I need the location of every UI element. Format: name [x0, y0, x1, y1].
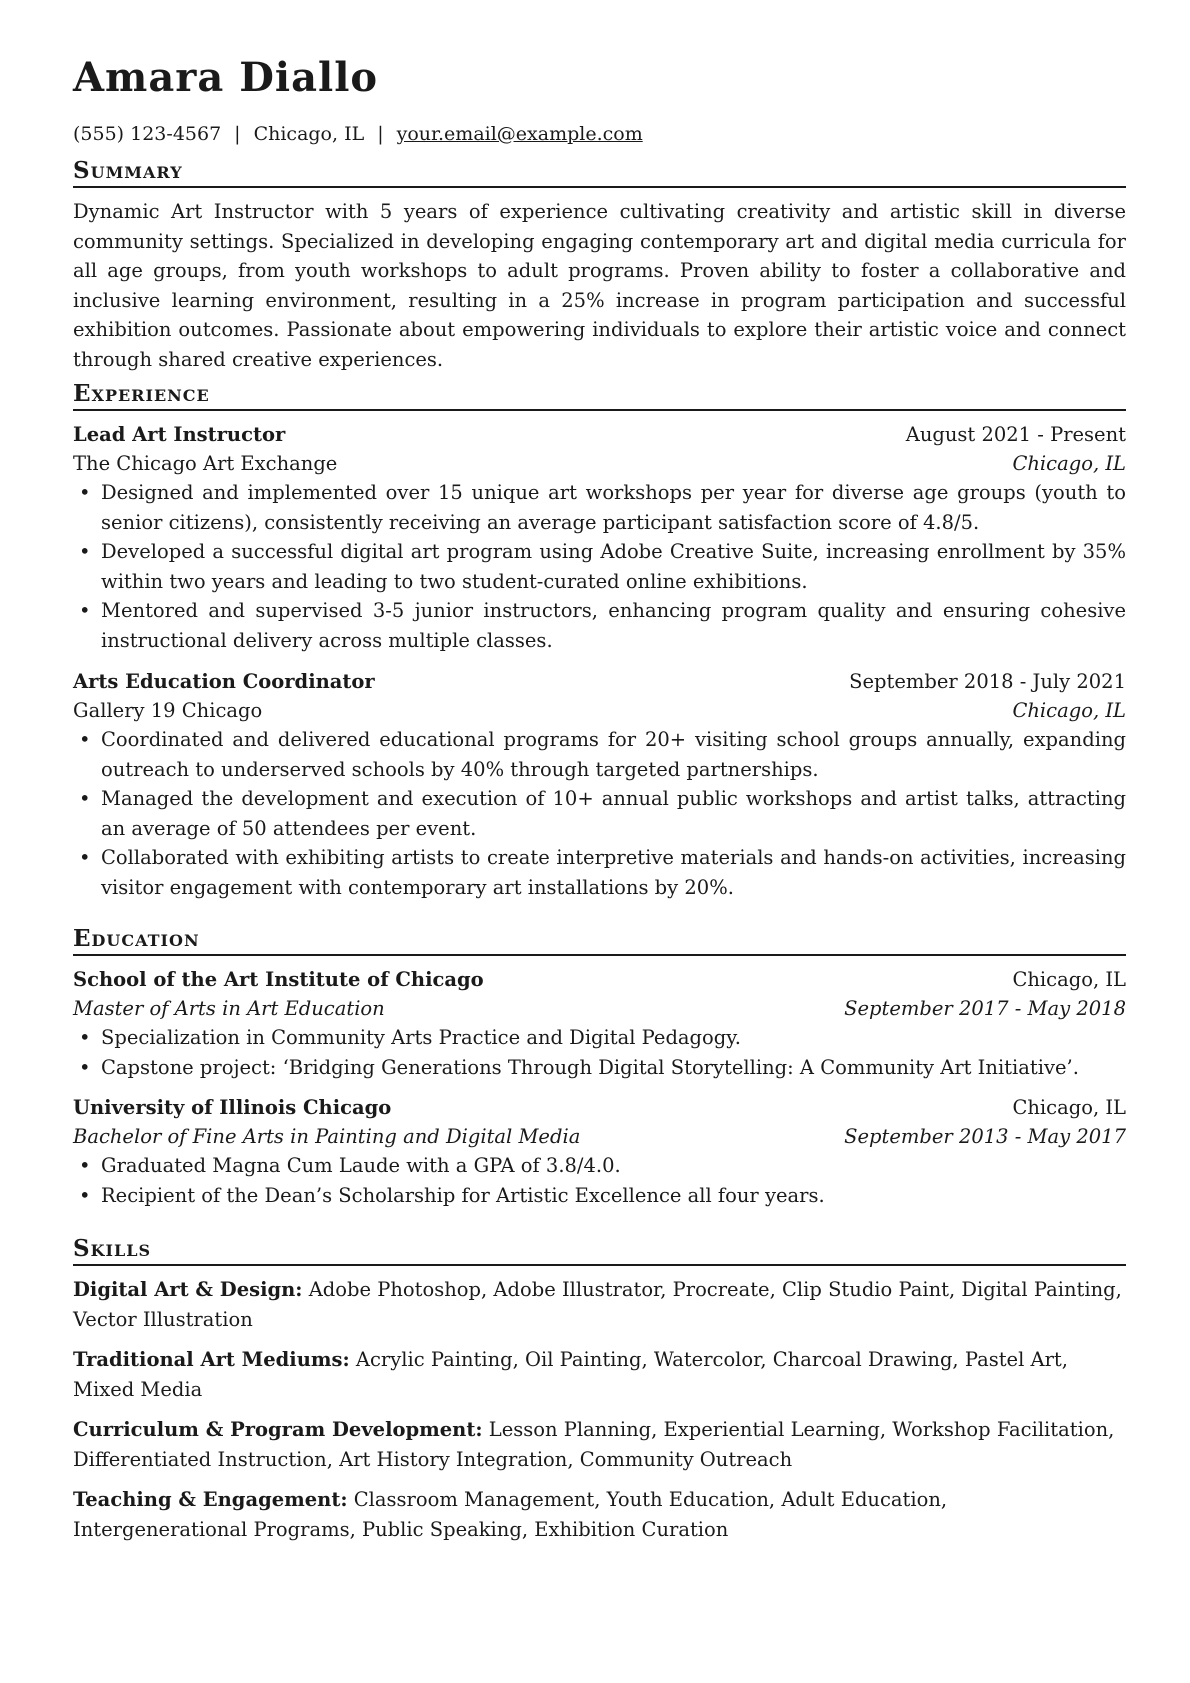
school-name: School of the Art Institute of Chicago: [73, 968, 484, 991]
degree-dates: September 2017 - May 2018: [844, 997, 1126, 1020]
list-item: • Graduated Magna Cum Laude with a GPA of 3.8/4.0.: [73, 1151, 1126, 1181]
list-item: • Recipient of the Dean’s Scholarship for Artistic Excellence all four years.: [73, 1181, 1126, 1211]
education-bullets: [73, 1023, 1126, 1082]
location-text: Chicago, IL: [253, 123, 365, 145]
contact-separator: |: [377, 123, 384, 145]
job-header: [73, 420, 1126, 450]
skill-group: [73, 1485, 1126, 1544]
job-bullets: [73, 478, 1126, 655]
job-bullets: [73, 725, 1126, 902]
job-organization: The Chicago Art Exchange: [73, 452, 338, 475]
school-location: Chicago, IL: [1012, 968, 1126, 991]
degree-name: Bachelor of Fine Arts in Painting and Digital Media: [73, 1125, 581, 1148]
job-location: Chicago, IL: [1012, 699, 1126, 722]
education-subheader: [73, 994, 1126, 1024]
job-header: [73, 667, 1126, 697]
job-title: Arts Education Coordinator: [73, 670, 375, 693]
list-item: • Coordinated and delivered educational programs for 20+ visiting school groups annually, expanding outreach to underserved schools by 40% through targeted partnerships.: [73, 725, 1126, 784]
skill-label: Traditional Art Mediums:: [73, 1348, 350, 1371]
education-bullets: [73, 1151, 1126, 1210]
school-name: University of Illinois Chicago: [73, 1096, 392, 1119]
section-heading-education: Education: [73, 925, 1126, 956]
job-dates: September 2018 - July 2021: [849, 670, 1126, 693]
skill-group: [73, 1415, 1126, 1474]
skill-label: Curriculum & Program Development:: [73, 1418, 483, 1441]
section-heading-skills: Skills: [73, 1235, 1126, 1266]
degree-dates: September 2013 - May 2017: [844, 1125, 1126, 1148]
list-item: • Collaborated with exhibiting artists to create interpretive materials and hands-on activities, increasing visitor engagement with contemporary art installations by 20%.: [73, 843, 1126, 902]
skill-items: Classroom Management, Youth Education, Adult Education, Intergenerational Programs, Public Speaking, Exhibition Curation: [73, 1488, 948, 1541]
skill-items: Acrylic Painting, Oil Painting, Watercolor, Charcoal Drawing, Pastel Art, Mixed Media: [73, 1348, 1068, 1401]
degree-name: Master of Arts in Art Education: [73, 997, 385, 1020]
education-subheader: [73, 1122, 1126, 1152]
list-item: • Managed the development and execution of 10+ annual public workshops and artist talks, attracting an average of 50 attendees per event.: [73, 784, 1126, 843]
skill-label: Digital Art & Design:: [73, 1278, 303, 1301]
list-item: • Mentored and supervised 3-5 junior instructors, enhancing program quality and ensuring cohesive instructional delivery across multiple classes.: [73, 596, 1126, 655]
phone-number: (555) 123-4567: [73, 123, 222, 145]
job-title: Lead Art Instructor: [73, 423, 286, 446]
school-location: Chicago, IL: [1012, 1096, 1126, 1119]
education-header: [73, 1093, 1126, 1123]
skill-items: Lesson Planning, Experiential Learning, Workshop Facilitation, Differentiated Instruction, Art History Integration, Community Outreach: [73, 1418, 1115, 1471]
contact-line: [73, 122, 643, 146]
section-heading-summary: Summary: [73, 157, 1126, 188]
contact-separator: |: [234, 123, 241, 145]
job-subheader: [73, 696, 1126, 726]
list-item: • Capstone project: ‘Bridging Generations Through Digital Storytelling: A Community Art Initiative’.: [73, 1053, 1126, 1083]
section-heading-experience: Experience: [73, 380, 1126, 411]
skill-group: [73, 1345, 1126, 1404]
job-subheader: [73, 449, 1126, 479]
job-organization: Gallery 19 Chicago: [73, 699, 263, 722]
skill-items: Adobe Photoshop, Adobe Illustrator, Procreate, Clip Studio Paint, Digital Painting, Vector Illustration: [73, 1278, 1122, 1331]
list-item: • Designed and implemented over 15 unique art workshops per year for diverse age groups (youth to senior citizens), consistently receiving an average participant satisfaction score of 4.8/5.: [73, 478, 1126, 537]
job-location: Chicago, IL: [1012, 452, 1126, 475]
job-dates: August 2021 - Present: [905, 423, 1126, 446]
list-item: • Developed a successful digital art program using Adobe Creative Suite, increasing enrollment by 35% within two years and leading to two student-curated online exhibitions.: [73, 537, 1126, 596]
education-header: [73, 965, 1126, 995]
email-link[interactable]: your.email@example.com: [396, 123, 643, 145]
list-item: • Specialization in Community Arts Practice and Digital Pedagogy.: [73, 1023, 1126, 1053]
skill-label: Teaching & Engagement:: [73, 1488, 348, 1511]
summary-paragraph: Dynamic Art Instructor with 5 years of experience cultivating creativity and artistic skill in diverse community settings. Specialized in developing engaging contemporary art and digital media curricula for all age groups, from youth workshops to adult programs. Proven ability to foster a collaborative and inclusive learning environment, resulting in a 25% increase in program participation and successful exhibition outcomes. Passionate about empowering individuals to explore their artistic voice and connect through shared creative experiences.: [73, 200, 1126, 371]
candidate-name: Amara Diallo: [73, 54, 379, 101]
skill-group: [73, 1275, 1126, 1334]
